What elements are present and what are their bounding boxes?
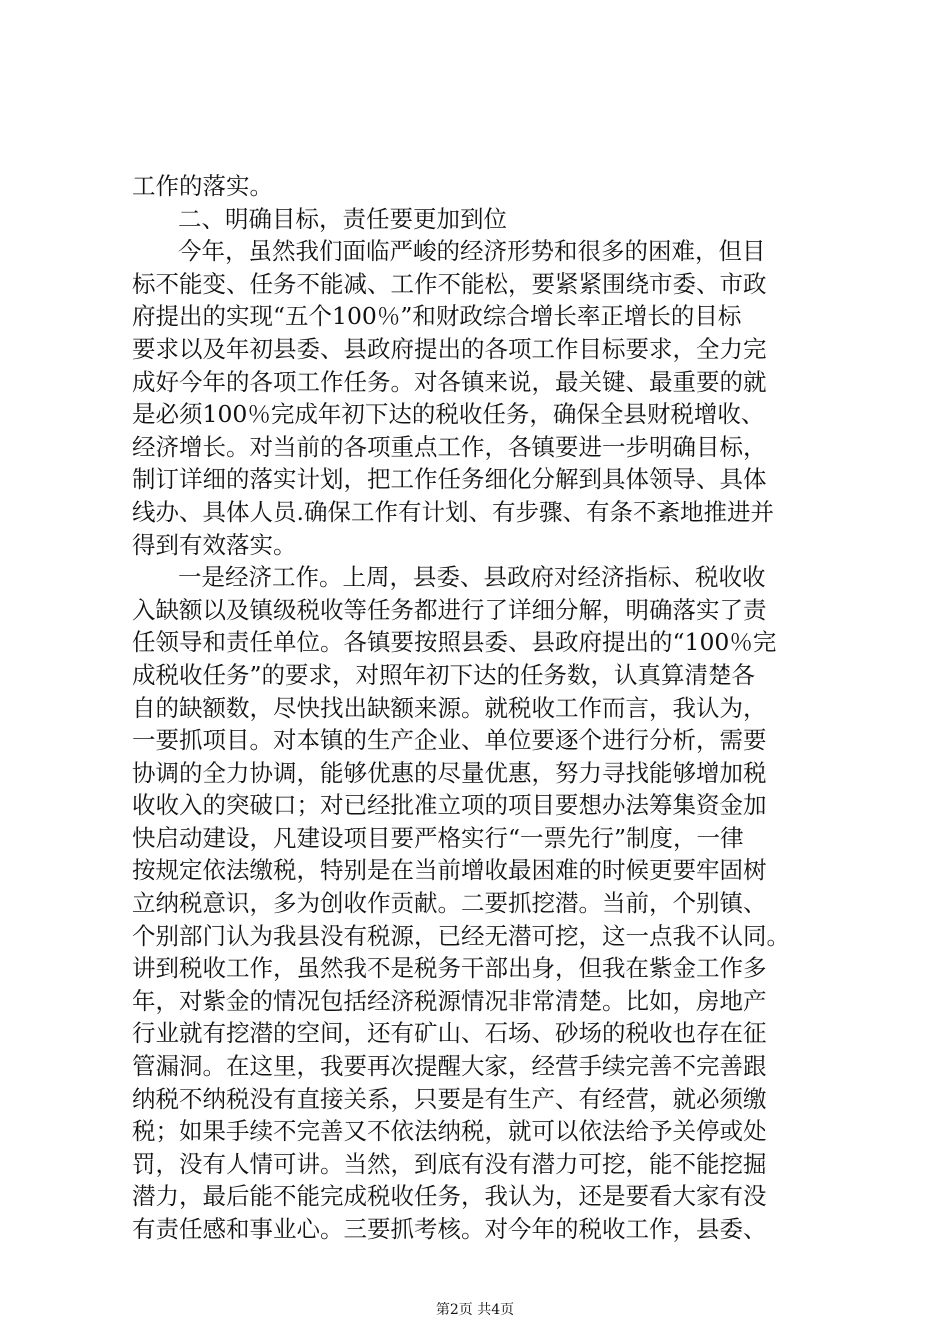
text-line: 成好今年的各项工作任务。对各镇来说，最关键、最重要的就 xyxy=(132,367,767,396)
text-line: 有责任感和事业心。三要抓考核。对今年的税收工作，县委、 xyxy=(132,1215,767,1243)
text-line: 制订详细的落实计划，把工作任务细化分解到具体领导、具体 xyxy=(132,465,767,494)
text-line: 线办、具体人员.确保工作有计划、有步骤、有条不紊地推进并 xyxy=(132,497,774,526)
text-line: 工作的落实。 xyxy=(132,172,273,200)
text-line: 纳税不纳税没有直接关系，只要是有生产、有经营，就必须缴 xyxy=(132,1084,767,1113)
text-line: 二、明确目标，责任要更加到位 xyxy=(178,204,507,233)
document-body xyxy=(132,170,832,1246)
text-line: 个别部门认为我县没有税源，已经无潜可挖，这一点我不认同。 xyxy=(132,921,790,950)
text-line: 要求以及年初县委、县政府提出的各项工作目标要求，全力完 xyxy=(132,334,767,363)
text-line: 标不能变、任务不能减、工作不能松，要紧紧围绕市委、市政 xyxy=(132,269,767,298)
text-line: 收收入的突破口；对已经批准立项的项目要想办法筹集资金加 xyxy=(132,791,767,820)
page-number-label: 第2页 共4页 xyxy=(435,1302,515,1318)
text-line: 讲到税收工作，虽然我不是税务干部出身，但我在紫金工作多 xyxy=(132,954,767,983)
text-line: 快启动建设，凡建设项目要严格实行“一票先行”制度，一律 xyxy=(132,823,744,852)
text-line: 一要抓项目。对本镇的生产企业、单位要逐个进行分析，需要 xyxy=(132,726,767,755)
text-line: 按规定依法缴税，特别是在当前增收最困难的时候更要牢固树 xyxy=(132,856,767,885)
text-line: 是必须100％完成年初下达的税收任务，确保全县财税增收、 xyxy=(132,400,765,429)
text-line: 自的缺额数，尽快找出缺额来源。就税收工作而言，我认为， xyxy=(132,693,767,722)
text-line: 今年，虽然我们面临严峻的经济形势和很多的困难，但目 xyxy=(178,237,766,266)
text-line: 入缺额以及镇级税收等任务都进行了详细分解，明确落实了责 xyxy=(132,595,767,624)
text-line: 潜力，最后能不能完成税收任务，我认为，还是要看大家有没 xyxy=(132,1182,767,1211)
text-line: 管漏洞。在这里，我要再次提醒大家，经营手续完善不完善跟 xyxy=(132,1052,767,1081)
text-line: 行业就有挖潜的空间，还有矿山、石场、砂场的税收也存在征 xyxy=(132,1019,767,1048)
text-line: 税；如果手续不完善又不依法纳税，就可以依法给予关停或处 xyxy=(132,1117,767,1146)
text-line: 得到有效落实。 xyxy=(132,530,297,559)
text-line: 立纳税意识，多为创收作贡献。二要抓挖潜。当前，个别镇、 xyxy=(132,889,767,918)
text-line: 府提出的实现“五个100％”和财政综合增长率正增长的目标 xyxy=(132,302,742,331)
page-footer xyxy=(0,1300,950,1320)
text-line: 年，对紫金的情况包括经济税源情况非常清楚。比如，房地产 xyxy=(132,986,767,1015)
text-line: 任领导和责任单位。各镇要按照县委、县政府提出的“100％完 xyxy=(132,628,777,657)
text-line: 成税收任务”的要求，对照年初下达的任务数，认真算清楚各 xyxy=(132,660,756,689)
text-line: 一是经济工作。上周，县委、县政府对经济指标、税收收 xyxy=(178,563,766,592)
text-line: 协调的全力协调，能够优惠的尽量优惠，努力寻找能够增加税 xyxy=(132,758,767,787)
text-line: 罚，没有人情可讲。当然，到底有没有潜力可挖，能不能挖掘 xyxy=(132,1149,767,1178)
text-line: 经济增长。对当前的各项重点工作，各镇要进一步明确目标， xyxy=(132,432,767,461)
